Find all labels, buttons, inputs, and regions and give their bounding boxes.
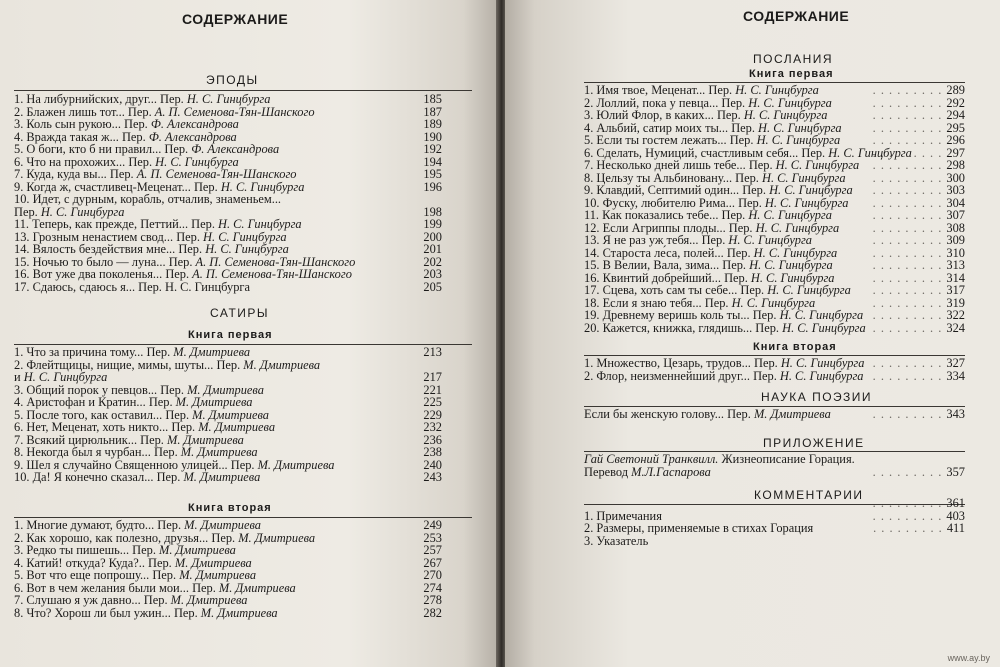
toc-entry-incipit: 19. Древнему веришь коль ты... <box>584 308 753 322</box>
toc-entry-prefix: Пер. <box>191 217 219 231</box>
toc-entry-translator: Н. С. Гинцбурга <box>748 95 832 110</box>
toc-entry-translator: М. Дмитриева <box>243 357 321 372</box>
toc-entry-page: . . . 289 <box>873 84 965 97</box>
toc-entry-title <box>584 535 648 548</box>
toc-entry-translator: Н. С. Гинцбурга <box>753 245 838 260</box>
toc-entry-page: . . . 319 <box>873 297 965 310</box>
toc-entry-page: 189 <box>423 117 442 131</box>
toc-entry-prefix: Пер. <box>192 580 219 595</box>
toc-entry-page: 257 <box>423 543 442 557</box>
toc-entry-page: 278 <box>423 593 442 607</box>
toc-entry-page: . . . 317 <box>873 284 965 297</box>
toc-entry-translator: Н. С. Гинцбурга <box>731 295 816 310</box>
toc-entry-page: 205 <box>423 279 442 294</box>
toc-entry-incipit: 5. Если ты гостем лежать... <box>584 133 730 147</box>
toc-entry <box>584 322 965 335</box>
toc-entry-page: 195 <box>423 167 442 181</box>
toc-entry-prefix: Пер. <box>164 142 192 156</box>
toc-entry-page: . . . 296 <box>873 134 965 147</box>
toc-entry-page: 240 <box>423 457 442 472</box>
toc-entry-prefix: Пер. <box>704 295 732 310</box>
toc-entry <box>14 281 442 294</box>
toc-entry-translator: М. Дмитриева <box>174 555 252 570</box>
toc-entry-prefix: Пер. <box>748 158 776 172</box>
toc-entry-incipit: 2. Флейтщицы, нищие, мимы, шуты... <box>14 357 217 372</box>
toc-entry <box>584 370 965 383</box>
toc-entry-incipit: 1. Примечания <box>584 508 662 523</box>
toc-entry-prefix: Пер. <box>109 167 137 181</box>
toc-entry-prefix: Пер. <box>738 195 765 210</box>
toc-entry-prefix: Пер. <box>171 420 199 434</box>
toc-entry-prefix: Пер. <box>148 555 175 570</box>
toc-entry-incipit: 6. Нет, Меценат, хоть никто... <box>14 420 172 434</box>
toc-entry-translator: Н. С. Гинцбурга <box>779 308 864 322</box>
toc-entry-prefix: Пер. <box>140 432 167 447</box>
toc-entry-page: 221 <box>423 382 442 397</box>
satires-book2-list <box>14 519 442 619</box>
toc-entry-translator: М. Дмитриева <box>184 518 261 532</box>
toc-entry-prefix: Пер. <box>165 267 193 281</box>
toc-entry-prefix: Пер. <box>211 530 239 545</box>
toc-entry-translator: Н. С. Гинцбурга <box>756 133 841 147</box>
toc-entry-translator: М. Дмитриева <box>238 530 316 545</box>
toc-entry-page: . . . 361 <box>873 497 965 510</box>
toc-entry-incipit: 10. Фуску, любителю Рима... <box>584 195 739 210</box>
toc-entry-prefix: Пер. <box>128 154 156 169</box>
toc-entry-incipit: 1. Что за причина тому... <box>14 345 147 359</box>
toc-entry-incipit: 18. Если я знаю тебя... <box>584 295 705 310</box>
toc-entry-page: 187 <box>423 104 442 119</box>
toc-entry-incipit: 4. Аристофан и Кратин... <box>14 395 149 409</box>
toc-entry-prefix: Пер. <box>722 258 750 272</box>
toc-entry-page: . . . 309 <box>873 234 965 247</box>
toc-entry-prefix: Пер. <box>753 368 780 383</box>
toc-entry-prefix: Пер. <box>727 407 754 421</box>
toc-entry-prefix: Пер. <box>160 382 188 397</box>
toc-entry-prefix: Пер. <box>716 108 744 122</box>
comments-list <box>584 497 965 547</box>
toc-entry-incipit: 1. Множество, Цезарь, трудов... <box>584 356 754 370</box>
toc-entry-prefix: Пер. <box>721 208 749 222</box>
toc-entry-prefix: Пер. <box>701 233 729 247</box>
toc-entry-incipit: 5. После того, как оставил... <box>14 407 166 422</box>
toc-entry-prefix: Пер. <box>216 357 244 372</box>
toc-entry-incipit: 14. Вялость бездействия мне... <box>14 242 179 256</box>
toc-entry-translator: Н. С. Гинцбурга <box>755 220 840 235</box>
toc-entry-page: 253 <box>423 530 442 545</box>
toc-entry-page: . . . 411 <box>873 522 965 535</box>
toc-entry-prefix: Пер. <box>726 245 754 260</box>
toc-entry-incipit: 14. Староста ле́са, полей... <box>584 245 727 260</box>
toc-entry-incipit: 2. Флор, неизменнейший друг... <box>584 368 754 383</box>
toc-entry-prefix: Пер. <box>124 117 151 131</box>
toc-entry-incipit: 3. Указатель <box>584 533 649 548</box>
toc-entry-incipit: 11. Как показались тебе... <box>584 208 722 222</box>
toc-entry-prefix: Пер. <box>160 92 187 106</box>
toc-entry-page: . . . 300 <box>873 172 965 185</box>
toc-entry-page: . . . 297 <box>873 147 965 160</box>
epistles-book2-list <box>584 357 965 382</box>
toc-entry-translator: Н. С. Гинцбурга <box>762 170 846 185</box>
toc-entry-title <box>584 370 864 383</box>
toc-entry-prefix: Пер. <box>148 395 176 409</box>
toc-entry <box>14 607 442 620</box>
toc-entry-incipit: 2. Как хорошо, как полезно, друзья... <box>14 530 212 545</box>
toc-entry-prefix: Пер. <box>176 229 204 244</box>
appendix-list <box>584 453 965 478</box>
toc-entry-incipit: 12. Если Агриппы плоды... <box>584 220 729 235</box>
toc-entry-page: 203 <box>423 267 442 281</box>
toc-entry-page: 198 <box>423 204 442 219</box>
toc-entry-translator: Н. С. Гинцбурга <box>743 108 828 122</box>
toc-entry-page: 249 <box>423 518 442 532</box>
toc-entry-page: . . . 313 <box>873 259 965 272</box>
toc-entry-prefix: Пер. <box>721 95 749 110</box>
toc-entry-page: 202 <box>423 254 442 269</box>
toc-entry-page: 192 <box>423 142 442 156</box>
toc-entry-incipit: 15. Ночью то было — луна... <box>14 254 169 269</box>
toc-entry-page: . . . 294 <box>873 109 965 122</box>
epistles-heading: ПОСЛАНИЯ <box>753 52 834 66</box>
toc-entry-translator: Ф. Александрова <box>150 117 239 131</box>
toc-entry-incipit: 16. Квинтий добрейший... <box>584 270 725 285</box>
toc-entry-incipit: 6. Вот в чем желания были мои... <box>14 580 193 595</box>
epistles-book1-heading: Книга первая <box>749 68 834 80</box>
toc-entry-translator: Н. С. Гинцбурга <box>764 195 849 210</box>
toc-entry-translator: А. П. Семенова-Тян-Шанского <box>136 167 297 181</box>
toc-entry <box>584 466 965 479</box>
toc-entry-page: . . . 298 <box>873 159 965 172</box>
toc-entry-translator: М. Дмитриева <box>753 407 831 421</box>
toc-entry-page: . . . 322 <box>873 309 965 322</box>
watermark: www.ay.by <box>947 653 990 663</box>
toc-entry-translator: Н. С. Гинцбурга <box>748 208 832 222</box>
toc-entry-translator: Н. С. Гинцбурга <box>779 368 864 383</box>
toc-entry-incipit: 9. Когда ж, счастливец-Меценат... <box>14 179 194 194</box>
toc-entry-incipit: 3. Редко ты пишешь... <box>14 543 133 557</box>
epodes-heading: ЭПОДЫ <box>206 73 259 87</box>
toc-entry-incipit: 1. Многие думают, будто... <box>14 518 158 532</box>
toc-entry-page: 229 <box>423 407 442 422</box>
toc-entry-incipit: и <box>14 370 24 384</box>
toc-entry-prefix: Пер. <box>752 308 780 322</box>
toc-entry-translator: М. Дмитриева <box>179 568 257 582</box>
toc-entry-incipit: 15. В Велии, Вала, зима... <box>584 258 723 272</box>
toc-entry-translator: А. П. Семенова-Тян-Шанского <box>192 267 352 281</box>
toc-entry-incipit: 3. Общий порок у певцов... <box>14 382 161 397</box>
toc-entry-translator: Н. С. Гинцбурга <box>780 356 865 370</box>
toc-entry-translator: М. Дмитриева <box>167 432 244 447</box>
toc-entry-incipit: 6. Что на прохожих... <box>14 154 129 169</box>
toc-entry-translator: Ф. Александрова <box>191 142 280 156</box>
toc-entry <box>584 408 965 421</box>
toc-entry-incipit: 7. Слушаю я уж давно... <box>14 593 144 607</box>
toc-entry-prefix: Пер. <box>157 518 185 532</box>
satires-book1-heading: Книга первая <box>188 329 273 341</box>
toc-entry-title <box>584 408 831 421</box>
toc-entry-translator: Н. С. Гинцбурга <box>155 154 239 169</box>
toc-entry-translator: М. Дмитриева <box>180 445 258 459</box>
toc-entry-translator: Н. С. Гинцбурга <box>828 145 912 160</box>
toc-entry-prefix: Пер. <box>132 543 160 557</box>
toc-entry-page: . . . 310 <box>873 247 965 260</box>
toc-entry-translator: Н. С. Гинцбурга <box>758 120 842 135</box>
toc-entry-prefix: Пер. <box>146 345 174 359</box>
toc-entry-incipit: 8. Что? Хорош ли был ужин... <box>14 605 174 620</box>
toc-entry-page: 236 <box>423 432 442 447</box>
toc-entry-title <box>14 471 260 484</box>
toc-entry-translator: Н. С. Гинцбурга <box>186 92 271 106</box>
toc-entry-incipit: 13. Я не раз уж тебя... <box>584 233 702 247</box>
toc-entry-incipit: 16. Вот уже два поколенья... <box>14 267 166 281</box>
toc-entry-translator: М. Дмитриева <box>200 605 278 620</box>
toc-entry-translator: Гай Светоний Транквилл. <box>584 452 719 466</box>
toc-entry-incipit: 10. Идет, с дурным, корабль, отчалив, знаменьем... <box>14 192 282 206</box>
toc-entry-translator: Н. С. Гинцбурга <box>220 179 305 194</box>
toc-entry-prefix: Пер. <box>173 605 201 620</box>
satires-book2-heading: Книга вторая <box>188 502 272 514</box>
toc-entry-translator: Н. С. Гинцбурга <box>749 258 833 272</box>
toc-entry-page: 200 <box>423 229 442 244</box>
toc-entry-translator: М. Дмитриева <box>170 593 248 607</box>
toc-entry-prefix: Пер. <box>728 220 756 235</box>
toc-entry-translator: Н. С. Гинцбурга <box>218 217 302 231</box>
toc-entry-incipit: 2. Размеры, применяемые в стихах Горация <box>584 521 814 535</box>
toc-entry-incipit: 5. О боги, кто б ни правил... <box>14 142 165 156</box>
toc-entry-page: 270 <box>423 568 442 582</box>
toc-entry-prefix: Пер. <box>143 593 171 607</box>
toc-entry-prefix: Пер. <box>152 568 180 582</box>
toc-entry-prefix: Пер. <box>731 120 759 135</box>
toc-entry-incipit: 4. Катий! откуда? Куда?.. <box>14 555 149 570</box>
toc-entry-page: . . . 403 <box>873 510 965 523</box>
toc-entry-title <box>584 466 711 479</box>
toc-entry-translator: Н. С. Гинцбурга <box>23 370 108 384</box>
toc-entry-page: 238 <box>423 445 442 459</box>
toc-entry-translator: Н. С. Гинцбурга <box>769 183 853 197</box>
toc-entry-prefix: Пер. <box>729 133 757 147</box>
toc-entry-incipit: 3. Коль сын рукою... <box>14 117 125 131</box>
toc-entry-page: 199 <box>423 217 442 231</box>
toc-entry-prefix: Пер. <box>121 129 149 144</box>
toc-entry-title <box>584 322 866 335</box>
toc-entry-translator: Н. С. Гинцбурга <box>735 83 819 97</box>
right-page-title: СОДЕРЖАНИЕ <box>743 8 850 24</box>
toc-entry-translator: М. Дмитриева <box>192 407 269 422</box>
toc-entry <box>14 471 442 484</box>
toc-entry-incipit: 5. Вот что еще попрошу... <box>14 568 153 582</box>
toc-entry-page: . . . 304 <box>873 197 965 210</box>
epistles-book2-heading: Книга вторая <box>753 341 837 353</box>
satires-book1-list <box>14 346 442 484</box>
toc-entry-translator: Н. С. Гинцбурга <box>767 283 851 297</box>
toc-entry-incipit: 9. Шел я случайно Священною улицей... <box>14 457 231 472</box>
toc-entry-prefix: Пер. <box>755 320 783 335</box>
toc-entry-page: . . . 308 <box>873 222 965 235</box>
toc-entry-prefix: Пер. <box>178 242 206 256</box>
left-page-title: СОДЕРЖАНИЕ <box>182 11 289 27</box>
toc-entry-page: 190 <box>423 129 442 144</box>
toc-entry-page: . . . 327 <box>873 357 965 370</box>
toc-entry-page: . . . 334 <box>873 370 965 383</box>
poetry-list <box>584 408 965 421</box>
toc-entry-translator: М. Дмитриева <box>159 543 236 557</box>
comments-heading: КОММЕНТАРИИ <box>754 488 864 502</box>
toc-entry-page: . . . 314 <box>873 272 965 285</box>
toc-entry-prefix: Пер. <box>754 356 781 370</box>
toc-entry-translator: М. Дмитриева <box>218 580 296 595</box>
toc-entry-translator: М. Дмитриева <box>257 457 335 472</box>
toc-entry-incipit: 2. Лоллий, пока у певца... <box>584 95 722 110</box>
toc-entry-incipit: 1. Имя твое, Меценат... <box>584 83 709 97</box>
toc-entry-incipit: 7. Несколько дней лишь тебе... <box>584 158 749 172</box>
toc-entry-incipit: 8. Некогда был я чурбан... <box>14 445 154 459</box>
toc-entry-translator: Н. С. Гинцбурга <box>728 233 812 247</box>
toc-entry-page: 232 <box>423 420 442 434</box>
toc-entry-prefix: Пер. <box>801 145 829 160</box>
toc-entry-page: 274 <box>423 580 442 595</box>
toc-entry-incipit: Пер. <box>14 204 41 219</box>
toc-entry-page: 194 <box>423 154 442 169</box>
toc-entry-prefix: Пер. <box>735 170 762 185</box>
toc-entry-page: 196 <box>423 179 442 194</box>
toc-entry-prefix: Пер. <box>127 104 155 119</box>
toc-entry-translator: А. П. Семенова-Тян-Шанского <box>154 104 315 119</box>
toc-entry-prefix: Пер. <box>153 445 181 459</box>
toc-entry-prefix: Пер. <box>168 254 196 269</box>
toc-entry-translator: Н. С. Гинцбурга <box>775 158 860 172</box>
toc-entry-incipit: 6. Сделать, Нумиций, счастливым себя... <box>584 145 802 160</box>
toc-entry-page: 225 <box>423 395 442 409</box>
toc-entry <box>584 535 965 548</box>
section-rule <box>14 90 472 91</box>
epistles-book1-list <box>584 84 965 334</box>
toc-entry-translator: Н. С. Гинцбурга <box>205 242 289 256</box>
toc-entry-incipit: 11. Теперь, как прежде, Петтий... <box>14 217 192 231</box>
toc-entry-incipit: 20. Кажется, книжка, глядишь... <box>584 320 756 335</box>
toc-entry-prefix: Пер. <box>742 183 770 197</box>
toc-entry-incipit: 1. На либурнийских, друг... <box>14 92 161 106</box>
toc-entry-translator: Н. С. Гинцбурга <box>782 320 866 335</box>
toc-entry-page: 213 <box>423 345 442 359</box>
toc-entry-translator: Ф. Александрова <box>148 129 237 144</box>
toc-entry-translator: М. Дмитриева <box>183 470 261 484</box>
toc-entry-translator: М. Дмитриева <box>175 395 253 409</box>
toc-entry-incipit: Перевод <box>584 464 632 479</box>
toc-entry-prefix: Пер. <box>156 470 184 484</box>
right-page <box>505 0 1000 667</box>
toc-entry-incipit: 7. Всякий цирюльник... <box>14 432 141 447</box>
toc-entry-page: . . . 303 <box>873 184 965 197</box>
toc-entry-incipit: 7. Куда, куда вы... <box>14 167 110 181</box>
toc-entry-page: 201 <box>423 242 442 256</box>
toc-entry-page: 243 <box>423 470 442 484</box>
toc-entry-title <box>14 607 278 620</box>
toc-entry-page: 267 <box>423 555 442 570</box>
toc-entry-prefix: Пер. <box>708 83 736 97</box>
toc-entry-incipit: 10. Да! Я конечно сказал... <box>14 470 157 484</box>
toc-entry-incipit: 17. Сдаюсь, сдаюсь я... Пер. Н. С. Гинцбурга <box>14 279 250 294</box>
poetry-heading: НАУКА ПОЭЗИИ <box>761 390 873 404</box>
epodes-list <box>14 93 442 293</box>
toc-entry-translator: А. П. Семенова-Тян-Шанского <box>195 254 356 269</box>
toc-entry-page: 217 <box>423 370 442 384</box>
toc-entry-incipit: 8. Цельзу ты Альбиновану... <box>584 170 736 185</box>
toc-entry-page: 282 <box>423 605 442 620</box>
toc-entry-translator: Н. С. Гинцбурга <box>750 270 835 285</box>
toc-entry-incipit: 2. Блажен лишь тот... <box>14 104 128 119</box>
toc-entry-translator: Н. С. Гинцбурга <box>203 229 287 244</box>
toc-entry-incipit: 13. Грозным ненастием свод... <box>14 229 177 244</box>
toc-entry-incipit: 4. Вражда такая ж... <box>14 129 122 144</box>
toc-entry-translator: М. Дмитриева <box>187 382 264 397</box>
toc-entry-translator: М. Дмитриева <box>198 420 276 434</box>
toc-entry-page: 185 <box>423 92 442 106</box>
toc-entry-incipit: 17. Сцева, хоть сам ты себе... <box>584 283 741 297</box>
toc-entry-page: . . . 324 <box>873 322 965 335</box>
toc-entry-incipit: 9. Клавдий, Септимий один... <box>584 183 743 197</box>
left-page <box>0 0 498 667</box>
toc-entry-incipit: 3. Юлий Флор, в каких... <box>584 108 717 122</box>
toc-entry-prefix: Пер. <box>740 283 768 297</box>
toc-entry-translator: М. Дмитриева <box>173 345 251 359</box>
appendix-heading: ПРИЛОЖЕНИЕ <box>763 436 865 450</box>
toc-entry-page: . . . 307 <box>873 209 965 222</box>
satires-heading: САТИРЫ <box>210 306 270 320</box>
toc-entry-incipit: 4. Альбий, сатир моих ты... <box>584 120 732 135</box>
toc-entry-incipit: Если бы женскую голову... <box>584 407 728 421</box>
toc-entry-page: . . . 357 <box>873 466 965 479</box>
toc-entry-translator: Н. С. Гинцбурга <box>40 204 125 219</box>
toc-entry-prefix: Пер. <box>724 270 751 285</box>
toc-entry-prefix: Пер. <box>230 457 258 472</box>
toc-entry-page: . . . 295 <box>873 122 965 135</box>
toc-entry-incipit-cont: Жизнеописание Горация. <box>718 452 855 466</box>
toc-entry-translator: М.Л.Гаспарова <box>631 464 711 479</box>
toc-entry-page: . . . 292 <box>873 97 965 110</box>
toc-entry-prefix: Пер. <box>193 179 221 194</box>
toc-entry-page: . . . 343 <box>873 408 965 421</box>
toc-entry-title <box>14 281 250 294</box>
toc-entry-prefix: Пер. <box>165 407 193 422</box>
